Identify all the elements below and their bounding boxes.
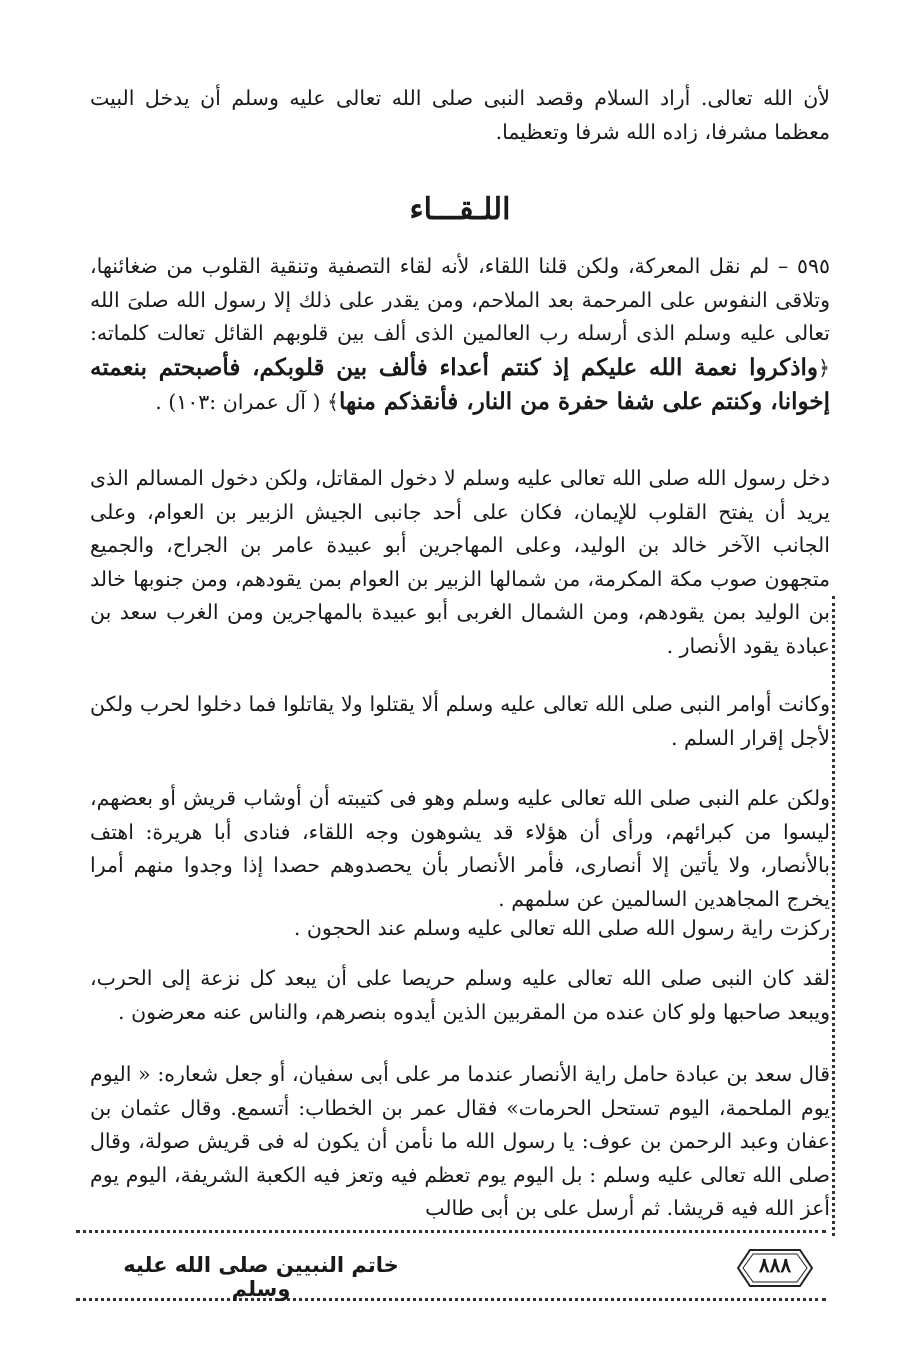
paragraph-595: [90, 250, 830, 420]
paragraph-ansar: ولكن علم النبى صلى الله تعالى عليه وسلم وهو فى كتيبته أن أوشاب قريش أو بعضهم، ليسوا من كبرائهم، ورأى أن هؤلاء قد يشوهون وجه اللقاء، فنادى أبا هريرة: اهتف بالأنصار، ولا يأتين إلا أنصارى، فأمر الأنصار بأن يحصدوهم حصدا إذا وجدوا منهم أمرا يخرج المجاهدين السالمين عن سلمهم .: [90, 786, 830, 911]
paragraph-entry: دخل رسول الله صلى الله تعالى عليه وسلم لا دخول المقاتل، ولكن دخول المسالم الذى يريد أن يفتح القلوب للإيمان، فكان على أحد جانبى الجيش الزبير بن العوام، وعلى الجانب الآخر خالد بن الوليد، وعلى المهاجرين أبو عبيدة عامر بن الجراح، والجميع متجهون صوب مكة المكرمة، من شمالها الزبير بن العوام بمن يقودهم، ومن جنوبها خالد بن الوليد بمن يقودهم، ومن الشمال الغربى أبو عبيدة بالمهاجرين ومن الغرب سعد بن عبادة يقود الأنصار .: [90, 466, 830, 658]
page-number: ٨٨٨: [758, 1253, 792, 1277]
paragraph-peace: لقد كان النبى صلى الله تعالى عليه وسلم حريصا على أن يبعد كل نزعة إلى الحرب، ويبعد صاحبها ولو كان عنده من المقربين الذين أيدوه بنصرهم، والناس عنه معرضون .: [90, 966, 830, 1024]
quran-quote: واذكروا نعمة الله عليكم إذ كنتم أعداء فألف بين قلوبكم، فأصبحتم بنعمته إخوانا، وكنتم على شفا حفرة من النار، فأنقذكم منها: [90, 353, 830, 415]
intro-paragraph: لأن الله تعالى. أراد السلام وقصد النبى صلى الله تعالى عليه وسلم أن يدخل البيت معظما مشرفا، زاده الله شرفا وتعظيما.: [90, 86, 830, 144]
running-footer-title: خاتم النبيين صلى الله عليه وسلم: [123, 1253, 399, 1301]
paragraph-orders: وكانت أوامر النبى صلى الله تعالى عليه وسلم ألا يقتلوا ولا يقاتلوا فما دخلوا لحرب ولكن لأجل إقرار السلم .: [90, 692, 830, 750]
margin-dotted-border: [832, 596, 835, 1236]
paragraph-banner: ركزت راية رسول الله صلى الله تعالى عليه وسلم عند الحجون .: [293, 916, 830, 940]
footer-rule-top: [76, 1230, 826, 1233]
paragraph-saad: قال سعد بن عبادة حامل راية الأنصار عندما مر على أبى سفيان، أو جعل شعاره: « اليوم يوم الملحمة، اليوم تستحل الحرمات» فقال عمر بن الخطاب: أتسمع. وقال عثمان بن عفان وعبد الرحمن بن عوف: يا رسول الله ما نأمن أن يكون له فى قريش صولة، وقال صلى الله تعالى عليه وسلم : بل اليوم يوم تعظم فيه وتعز فيه الكعبة الشريفة، اليوم يوم أعز الله فيه قريشا. ثم أرسل على بن أبى طالب: [90, 1062, 830, 1220]
paragraph-595-lead: ٥٩٥ – لم نقل المعركة، ولكن قلنا اللقاء، لأنه لقاء التصفية وتنقية القلوب من ضغائنها، وتلاقى النفوس على المرحمة بعد الملاحم، ومن يقدر على ذلك إلا رسول الله صلىَ الله تعالى عليه وسلم الذى أرسله رب العالمين الذى ألف بين قلوبهم القائل تعالت كلماته: ﴿: [90, 254, 830, 380]
quote-reference: ﴾ ( آل عمران :١٠٣) .: [155, 390, 340, 414]
section-title: اللـقـــاء: [409, 192, 511, 227]
